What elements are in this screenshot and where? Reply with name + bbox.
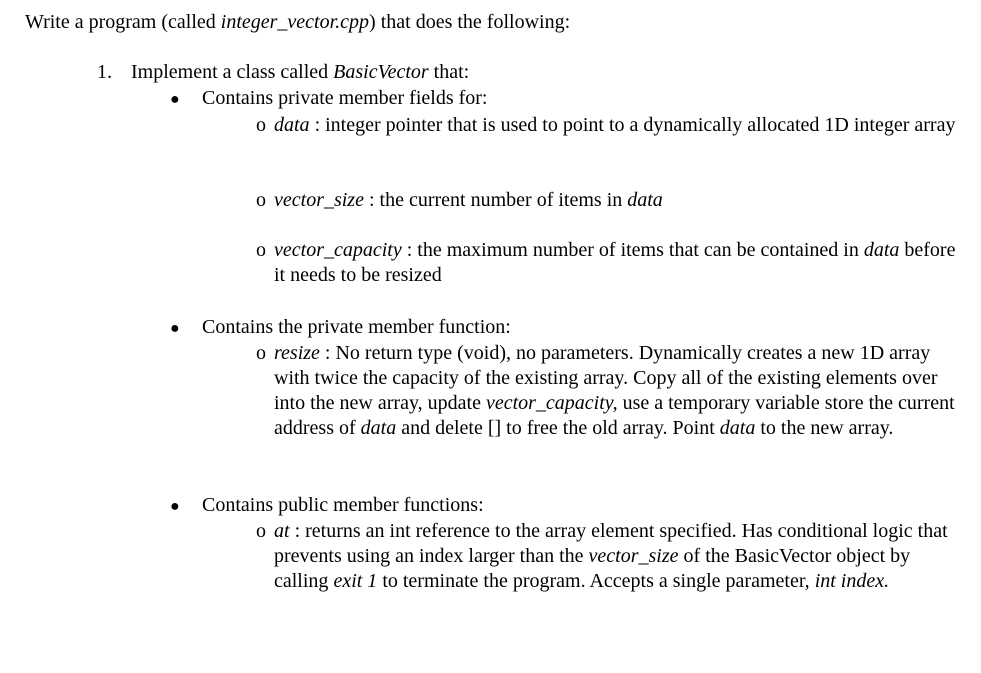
hollow-bullet-icon: o [256,342,266,364]
field-vector-capacity-desc-2: before it needs to be resized [274,239,956,286]
at-ref-3: int index. [814,570,890,592]
resize-desc-4: to the new array. [755,417,894,439]
sub-item-data [256,113,966,138]
resize-desc-3: and delete [] to free the old array. Point [396,417,720,439]
item-number: 1. [97,61,112,83]
intro-paragraph [25,10,570,35]
class-name: BasicVector [333,61,429,83]
sub-item-resize [256,341,966,441]
at-ref-2: exit 1 [333,570,378,592]
hollow-bullet-icon: o [256,520,266,542]
hollow-bullet-icon: o [256,189,266,211]
function-at: at [274,520,290,542]
field-vector-capacity: vector_capacity [274,239,402,261]
fields-heading: Contains private member fields for: [202,87,488,109]
field-vector-capacity-desc: : the maximum number of items that can be contained in [401,239,864,261]
bullet-icon: ● [170,91,180,108]
at-ref-1: vector_size [588,545,679,567]
item-1-text [131,60,469,85]
at-desc-1: : returns an int reference to the array element specified. Has conditional logic that prevents using an index larger than the [274,520,948,567]
field-data: data [274,114,310,136]
item-1-suffix: that: [428,61,470,83]
bullet-icon: ● [170,498,180,515]
function-resize: resize [274,342,320,364]
sub-item-at [256,519,966,594]
resize-ref-3: data [719,417,756,439]
intro-suffix: ) that does the following: [369,11,571,33]
field-vector-size-desc: : the current number of items in [363,189,628,211]
at-desc-3: to terminate the program. Accepts a single parameter, [377,570,815,592]
resize-desc-2: use a temporary variable store the current address of [274,392,955,439]
sub-item-vector-capacity [256,238,966,288]
resize-desc-1: : No return type (void), no parameters. Dynamically creates a new 1D array with twice the capacity of the existing array. Copy all of the existing elements over into the new array, update [274,342,938,414]
field-vector-size-ref: data [627,189,663,211]
bullet-icon: ● [170,320,180,337]
sub-item-vector-size [256,188,966,213]
field-vector-capacity-ref: data [863,239,900,261]
intro-prefix: Write a program (called [25,11,221,33]
private-function-heading: Contains the private member function: [202,316,511,338]
filename: integer_vector.cpp [220,11,370,33]
resize-ref-1: vector_capacity, [485,392,618,414]
field-data-desc: : integer pointer that is used to point to a dynamically allocated 1D integer array [309,114,956,136]
hollow-bullet-icon: o [256,114,266,136]
public-function-heading: Contains public member functions: [202,494,484,516]
item-1-prefix: Implement a class called [131,61,334,83]
resize-ref-2: data [360,417,397,439]
hollow-bullet-icon: o [256,239,266,261]
field-vector-size: vector_size [274,189,364,211]
at-desc-2: of the BasicVector object by calling [274,545,911,592]
